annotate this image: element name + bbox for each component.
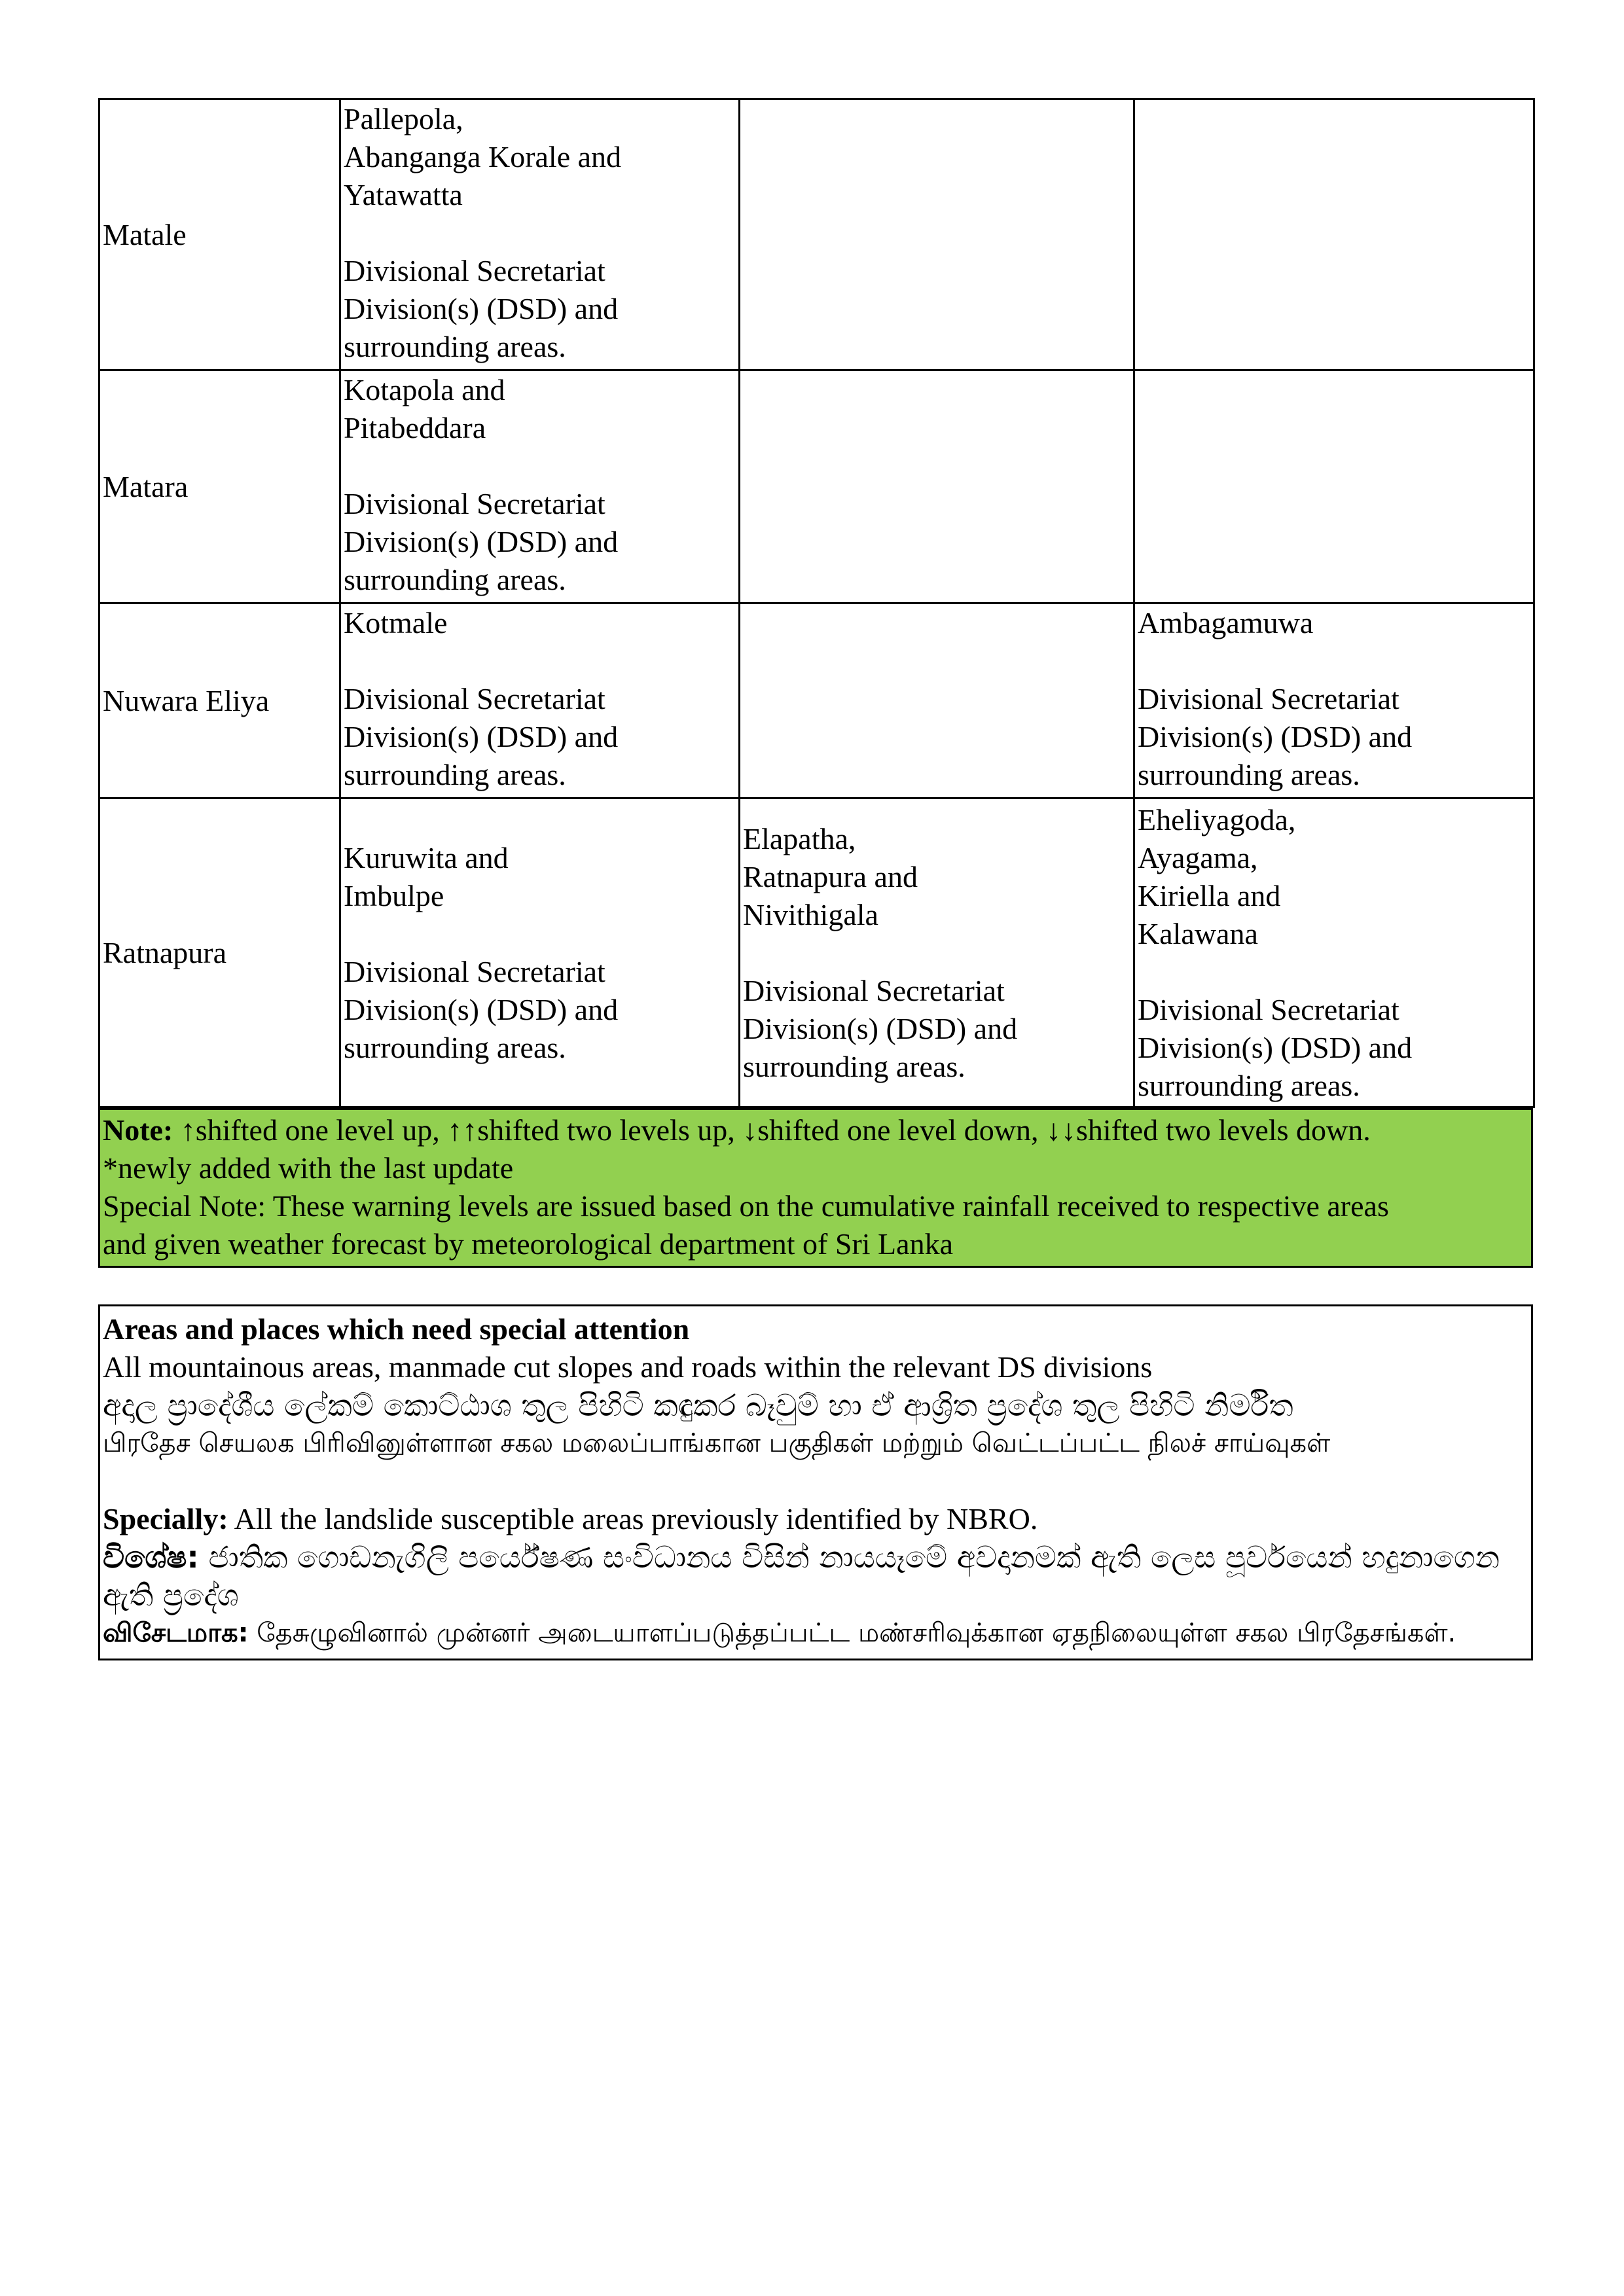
area-line: Elapatha, bbox=[743, 821, 856, 855]
area-line: Division(s) (DSD) and bbox=[344, 525, 619, 558]
area-line: surrounding areas. bbox=[344, 330, 566, 363]
district-name: Matale bbox=[103, 217, 187, 251]
tamil-special-text: தேசுழுவினால் முன்னர் அடையாளப்படுத்தப்பட்ட மண்சரிவுக்கான ஏதநிலையுள்ள சகல பிரதேசங்கள். bbox=[248, 1618, 1456, 1648]
area-list bbox=[1138, 801, 1530, 1105]
district-cell bbox=[99, 99, 340, 370]
area-line: Division(s) (DSD) and bbox=[1138, 1030, 1413, 1064]
area-line: Kotapola and bbox=[344, 373, 505, 406]
area-line: Kotmale bbox=[344, 606, 448, 639]
area-line: Division(s) (DSD) and bbox=[344, 992, 619, 1026]
note-legend-line bbox=[103, 1111, 1528, 1149]
level-cell-empty bbox=[1134, 99, 1534, 370]
level-cell-empty bbox=[1134, 370, 1534, 603]
attention-title: Areas and places which need special attention bbox=[103, 1312, 690, 1346]
specially-label: Specially: bbox=[103, 1502, 228, 1535]
table-row bbox=[99, 603, 1534, 798]
area-line: Nivithigala bbox=[743, 897, 878, 931]
level-cell bbox=[340, 603, 740, 798]
area-line: Ayagama, bbox=[1138, 840, 1258, 874]
area-line: Divisional Secretariat bbox=[344, 954, 605, 988]
area-list bbox=[344, 604, 736, 794]
area-line: Divisional Secretariat bbox=[743, 973, 1005, 1007]
area-line: Imbulpe bbox=[344, 878, 444, 912]
area-line: surrounding areas. bbox=[1138, 758, 1360, 791]
level-cell-empty bbox=[740, 603, 1134, 798]
area-line: Ambagamuwa bbox=[1138, 606, 1314, 639]
area-line: Divisional Secretariat bbox=[344, 254, 605, 287]
district-name: Matara bbox=[103, 469, 189, 503]
level-cell-empty bbox=[740, 370, 1134, 603]
note-box bbox=[98, 1106, 1533, 1268]
area-list bbox=[1138, 604, 1530, 794]
attention-english: All mountainous areas, manmade cut slopes and roads within the relevant DS divisions bbox=[103, 1350, 1153, 1384]
note-newly-added: *newly added with the last update bbox=[103, 1151, 514, 1185]
attention-box bbox=[98, 1304, 1533, 1660]
table-row bbox=[99, 798, 1534, 1107]
tamil-special-label: விசேடமாக: bbox=[103, 1618, 249, 1648]
district-cell bbox=[99, 370, 340, 603]
warning-table-body bbox=[99, 99, 1534, 1107]
area-line: surrounding areas. bbox=[344, 1030, 566, 1064]
area-line: Divisional Secretariat bbox=[344, 682, 605, 715]
area-list bbox=[344, 839, 736, 1067]
sinhala-special-text: ජාතික ගොඩනැගිලි පර්යේෂණ සංවිධානය විසින් නායයෑමේ අවදානමක් ඇති ලෙස පූර්වයෙන් හදුනාගෙන ඇති ප්‍රදේශ bbox=[103, 1539, 1500, 1613]
sinhala-special-label: විශේෂ: bbox=[103, 1539, 199, 1575]
special-note-line: Special Note: These warning levels are issued based on the cumulative rainfall received to respective areas bbox=[103, 1189, 1389, 1223]
area-line: Kalawana bbox=[1138, 916, 1258, 950]
area-line: surrounding areas. bbox=[344, 758, 566, 791]
area-line: surrounding areas. bbox=[743, 1049, 965, 1083]
level-cell bbox=[340, 99, 740, 370]
attention-tamil: பிரதேச செயலக பிரிவினுள்ளான சகல மலைப்பாங்கான பகுதிகள் மற்றும் வெட்டப்பட்ட நிலச் சாய்வுகள் bbox=[103, 1428, 1331, 1458]
area-line: Ratnapura and bbox=[743, 859, 918, 893]
area-line: surrounding areas. bbox=[344, 563, 566, 596]
area-line: Division(s) (DSD) and bbox=[743, 1011, 1018, 1045]
area-line: Kiriella and bbox=[1138, 878, 1281, 912]
area-line: surrounding areas. bbox=[1138, 1068, 1360, 1102]
area-line: Division(s) (DSD) and bbox=[1138, 720, 1413, 753]
table-row bbox=[99, 99, 1534, 370]
level-cell bbox=[1134, 798, 1534, 1107]
area-line: Divisional Secretariat bbox=[1138, 992, 1399, 1026]
level-cell bbox=[340, 798, 740, 1107]
district-cell bbox=[99, 798, 340, 1107]
table-row bbox=[99, 370, 1534, 603]
level-cell bbox=[740, 798, 1134, 1107]
level-cell bbox=[340, 370, 740, 603]
area-list bbox=[344, 100, 736, 366]
note-legend: ↑shifted one level up, ↑↑shifted two levels up, ↓shifted one level down, ↓↓shifted two levels down. bbox=[173, 1113, 1371, 1147]
area-line: Eheliyagoda, bbox=[1138, 802, 1296, 836]
area-list bbox=[344, 371, 736, 599]
level-cell-empty bbox=[740, 99, 1134, 370]
sinhala-special-line bbox=[103, 1538, 1528, 1614]
district-name: Ratnapura bbox=[103, 935, 227, 969]
note-label: Note: bbox=[103, 1113, 173, 1147]
area-line: Division(s) (DSD) and bbox=[344, 292, 619, 325]
level-cell bbox=[1134, 603, 1534, 798]
attention-sinhala: අදාල ප්‍රාදේශීය ලේකම් කොට්ඨාශ තුල පිහිටි කඳුකර බෑවුම් හා ඒ ආශ්‍රිත ප්‍රදේශ තුල පිහිටි නිර්මිත bbox=[103, 1388, 1293, 1423]
area-line: Divisional Secretariat bbox=[344, 487, 605, 520]
district-name: Nuwara Eliya bbox=[103, 683, 270, 717]
tamil-special-line bbox=[103, 1614, 1528, 1652]
area-line: Division(s) (DSD) and bbox=[344, 720, 619, 753]
area-list bbox=[743, 820, 1130, 1086]
area-line: Yatawatta bbox=[344, 178, 463, 211]
district-cell bbox=[99, 603, 340, 798]
area-line: Abanganga Korale and bbox=[344, 140, 622, 173]
warning-table bbox=[98, 98, 1535, 1108]
area-line: Kuruwita and bbox=[344, 840, 509, 874]
specially-text: All the landslide susceptible areas previously identified by NBRO. bbox=[228, 1502, 1038, 1535]
area-line: Divisional Secretariat bbox=[1138, 682, 1399, 715]
special-note-line: and given weather forecast by meteorological department of Sri Lanka bbox=[103, 1227, 953, 1261]
specially-line bbox=[103, 1500, 1528, 1538]
area-line: Pitabeddara bbox=[344, 411, 486, 444]
document-page bbox=[98, 98, 1533, 1660]
area-line: Pallepola, bbox=[344, 102, 463, 135]
